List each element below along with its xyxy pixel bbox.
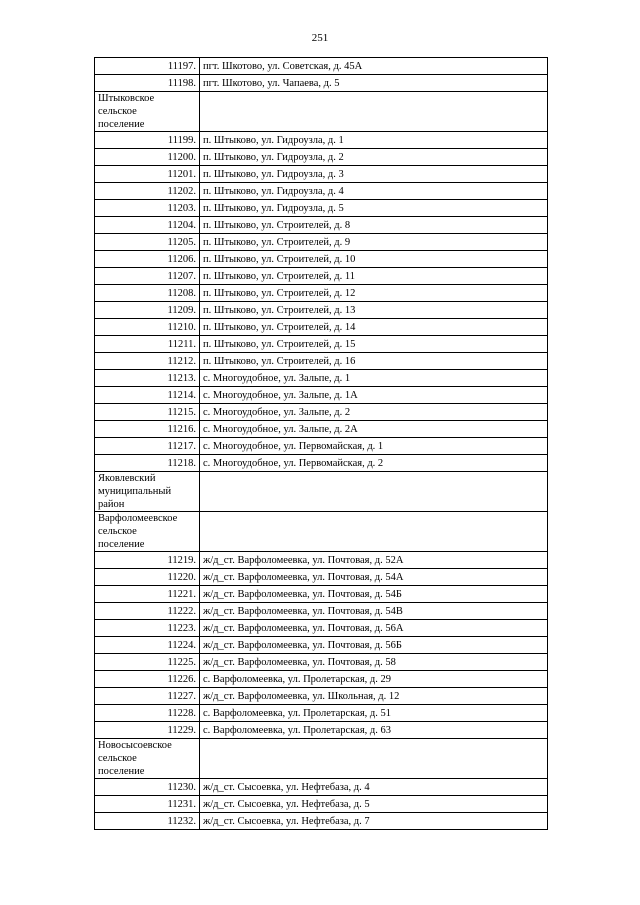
row-number: 11227. [95, 688, 200, 705]
row-number: 11208. [95, 285, 200, 302]
table-row [95, 455, 548, 472]
row-number: 11204. [95, 217, 200, 234]
table-row [95, 183, 548, 200]
section-header-row [95, 92, 548, 132]
section-header-row [95, 739, 548, 779]
table-row [95, 336, 548, 353]
row-number: 11231. [95, 796, 200, 813]
section-header-row [95, 512, 548, 552]
row-address: ж/д_ст. Сысоевка, ул. Нефтебаза, д. 7 [200, 813, 548, 830]
row-number: 11222. [95, 603, 200, 620]
row-address: с. Многоудобное, ул. Зальпе, д. 2 [200, 404, 548, 421]
row-number: 11224. [95, 637, 200, 654]
table-row [95, 132, 548, 149]
row-number: 11220. [95, 569, 200, 586]
row-number: 11219. [95, 552, 200, 569]
table-row [95, 285, 548, 302]
row-address: п. Штыково, ул. Гидроузла, д. 4 [200, 183, 548, 200]
row-address: п. Штыково, ул. Строителей, д. 9 [200, 234, 548, 251]
section-address-cell [200, 739, 548, 779]
table-row [95, 75, 548, 92]
table-row [95, 58, 548, 75]
row-number: 11216. [95, 421, 200, 438]
row-address: с. Многоудобное, ул. Зальпе, д. 1А [200, 387, 548, 404]
section-name: Новосысоевское сельское поселение [95, 739, 200, 779]
row-number: 11210. [95, 319, 200, 336]
table-row [95, 654, 548, 671]
row-number: 11202. [95, 183, 200, 200]
row-address: п. Штыково, ул. Строителей, д. 14 [200, 319, 548, 336]
row-number: 11207. [95, 268, 200, 285]
row-number: 11218. [95, 455, 200, 472]
row-address: п. Штыково, ул. Гидроузла, д. 1 [200, 132, 548, 149]
table-row [95, 149, 548, 166]
row-address: с. Многоудобное, ул. Первомайская, д. 2 [200, 455, 548, 472]
table-row [95, 370, 548, 387]
table-row [95, 637, 548, 654]
row-number: 11198. [95, 75, 200, 92]
table-row [95, 217, 548, 234]
table-row [95, 302, 548, 319]
row-address: п. Штыково, ул. Строителей, д. 11 [200, 268, 548, 285]
address-table [94, 57, 548, 830]
row-address: п. Штыково, ул. Строителей, д. 13 [200, 302, 548, 319]
row-address: ж/д_ст. Варфоломеевка, ул. Почтовая, д. 54А [200, 569, 548, 586]
row-address: с. Варфоломеевка, ул. Пролетарская, д. 29 [200, 671, 548, 688]
row-address: с. Многоудобное, ул. Первомайская, д. 1 [200, 438, 548, 455]
table-row [95, 671, 548, 688]
row-number: 11217. [95, 438, 200, 455]
row-number: 11226. [95, 671, 200, 688]
row-number: 11206. [95, 251, 200, 268]
row-address: п. Штыково, ул. Гидроузла, д. 5 [200, 200, 548, 217]
section-address-cell [200, 512, 548, 552]
row-number: 11200. [95, 149, 200, 166]
section-address-cell [200, 472, 548, 512]
row-number: 11214. [95, 387, 200, 404]
row-address: п. Штыково, ул. Строителей, д. 10 [200, 251, 548, 268]
row-address: ж/д_ст. Сысоевка, ул. Нефтебаза, д. 4 [200, 779, 548, 796]
table-row [95, 251, 548, 268]
table-row [95, 166, 548, 183]
row-address: ж/д_ст. Варфоломеевка, ул. Школьная, д. 12 [200, 688, 548, 705]
row-number: 11213. [95, 370, 200, 387]
table-row [95, 620, 548, 637]
row-address: п. Штыково, ул. Строителей, д. 8 [200, 217, 548, 234]
table-row [95, 688, 548, 705]
row-address: пгт. Шкотово, ул. Советская, д. 45А [200, 58, 548, 75]
row-number: 11223. [95, 620, 200, 637]
row-number: 11228. [95, 705, 200, 722]
row-address: ж/д_ст. Сысоевка, ул. Нефтебаза, д. 5 [200, 796, 548, 813]
row-address: п. Штыково, ул. Гидроузла, д. 3 [200, 166, 548, 183]
table-row [95, 387, 548, 404]
row-number: 11230. [95, 779, 200, 796]
row-number: 11209. [95, 302, 200, 319]
row-address: п. Штыково, ул. Строителей, д. 16 [200, 353, 548, 370]
row-address: с. Варфоломеевка, ул. Пролетарская, д. 51 [200, 705, 548, 722]
section-name: Яковлевский муниципальный район [95, 472, 200, 512]
row-number: 11201. [95, 166, 200, 183]
row-address: с. Варфоломеевка, ул. Пролетарская, д. 63 [200, 722, 548, 739]
table-row [95, 796, 548, 813]
row-number: 11212. [95, 353, 200, 370]
table-row [95, 234, 548, 251]
row-address: ж/д_ст. Варфоломеевка, ул. Почтовая, д. 54Б [200, 586, 548, 603]
section-name: Штыковское сельское поселение [95, 92, 200, 132]
row-address: ж/д_ст. Варфоломеевка, ул. Почтовая, д. 56Б [200, 637, 548, 654]
table-row [95, 603, 548, 620]
table-row [95, 552, 548, 569]
table-row [95, 353, 548, 370]
table-row [95, 421, 548, 438]
row-number: 11211. [95, 336, 200, 353]
row-number: 11199. [95, 132, 200, 149]
table-row [95, 404, 548, 421]
row-address: п. Штыково, ул. Строителей, д. 15 [200, 336, 548, 353]
section-address-cell [200, 92, 548, 132]
row-address: ж/д_ст. Варфоломеевка, ул. Почтовая, д. 58 [200, 654, 548, 671]
row-number: 11205. [95, 234, 200, 251]
row-address: с. Многоудобное, ул. Зальпе, д. 2А [200, 421, 548, 438]
row-address: ж/д_ст. Варфоломеевка, ул. Почтовая, д. 54В [200, 603, 548, 620]
table-row [95, 722, 548, 739]
row-address: с. Многоудобное, ул. Зальпе, д. 1 [200, 370, 548, 387]
table-row [95, 569, 548, 586]
row-number: 11225. [95, 654, 200, 671]
table-row [95, 813, 548, 830]
row-number: 11197. [95, 58, 200, 75]
page-number: 251 [311, 32, 329, 44]
row-number: 11203. [95, 200, 200, 217]
table-row [95, 268, 548, 285]
row-address: пгт. Шкотово, ул. Чапаева, д. 5 [200, 75, 548, 92]
row-number: 11232. [95, 813, 200, 830]
row-address: п. Штыково, ул. Строителей, д. 12 [200, 285, 548, 302]
row-address: п. Штыково, ул. Гидроузла, д. 2 [200, 149, 548, 166]
row-address: ж/д_ст. Варфоломеевка, ул. Почтовая, д. 52А [200, 552, 548, 569]
row-number: 11229. [95, 722, 200, 739]
table-row [95, 200, 548, 217]
table-row [95, 586, 548, 603]
table-row [95, 319, 548, 336]
address-table-body [95, 58, 548, 830]
row-number: 11221. [95, 586, 200, 603]
section-name: Варфоломеевское сельское поселение [95, 512, 200, 552]
table-row [95, 705, 548, 722]
table-row [95, 779, 548, 796]
section-header-row [95, 472, 548, 512]
row-number: 11215. [95, 404, 200, 421]
row-address: ж/д_ст. Варфоломеевка, ул. Почтовая, д. 56А [200, 620, 548, 637]
table-row [95, 438, 548, 455]
